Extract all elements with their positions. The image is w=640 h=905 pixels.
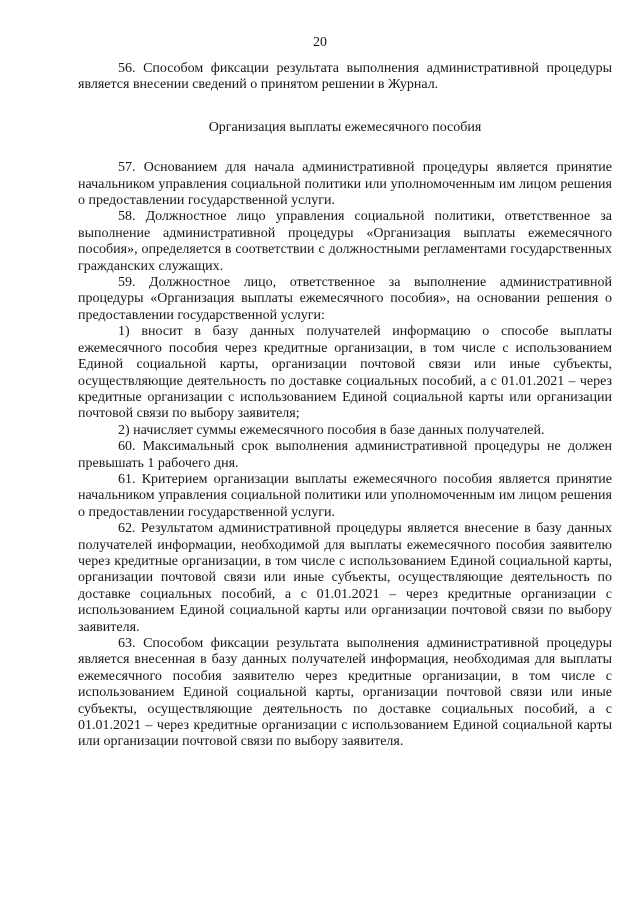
paragraph-59: 59. Должностное лицо, ответственное за выполнение административной процедуры «Организация выплаты ежемесячного пособия», на основании решения о предоставлении государственной услуги:: [78, 275, 612, 323]
paragraph-59-item-2: 2) начисляет суммы ежемесячного пособия в базе данных получателей.: [118, 422, 545, 438]
paragraph-58: 58. Должностное лицо управления социальной политики, ответственное за выполнение административной процедуры «Организация выплаты ежемесячного пособия», определяется в соответствии с должностными регламентами государственных гражданских служащих.: [78, 209, 612, 274]
paragraph-56: 56. Способом фиксации результата выполнения административной процедуры является внесении сведений о принятом решении в Журнал.: [78, 61, 612, 93]
paragraph-63: 63. Способом фиксации результата выполнения административной процедуры является внесенная в базу данных получателей информация, необходимая для выплаты ежемесячного пособия заявителю через кредитные организации, в том числе с использованием Единой социальной карты, организации почтовой связи или иные субъекты, осуществляющие деятельность по доставке социальных пособий, а с 01.01.2021 – через кредитные организации с использованием Единой социальной карты или организации почтовой связи по выбору заявителя.: [78, 636, 612, 750]
paragraph-61: 61. Критерием организации выплаты ежемесячного пособия является принятие начальником управления социальной политики или уполномоченным им лицом решения о предоставлении государственной услуги.: [78, 471, 612, 520]
document-body: [78, 61, 612, 751]
paragraph-62: 62. Результатом административной процедуры является внесение в базу данных получателей информации, необходимой для выплаты ежемесячного пособия заявителю через кредитные организации, в том числе с использованием Единой социальной карты, организации почтовой связи или иные субъекты, осуществляющие деятельность по доставке социальных пособий, а с 01.01.2021 – через кредитные организации с использованием Единой социальной карты или организации почтовой связи по выбору заявителя.: [78, 521, 612, 635]
paragraph-60: 60. Максимальный срок выполнения административной процедуры не должен превышать 1 рабочего дня.: [78, 439, 612, 471]
paragraph-57: 57. Основанием для начала административной процедуры является принятие начальником управления социальной политики или уполномоченным им лицом решения о предоставлении государственной услуги.: [78, 160, 612, 209]
page-number: 20: [313, 35, 327, 50]
paragraph-59-item-1: 1) вносит в базу данных получателей информацию о способе выплаты ежемесячного пособия через кредитные организации, в том числе с использованием Единой социальной карты, организации почтовой связи или иные субъекты, осуществляющие деятельность по доставке социальных пособий, а с 01.01.2021 – через кредитные организации с использованием Единой социальной карты или организации почтовой связи по выбору заявителя;: [78, 324, 612, 422]
section-heading: Организация выплаты ежемесячного пособия: [208, 119, 482, 135]
